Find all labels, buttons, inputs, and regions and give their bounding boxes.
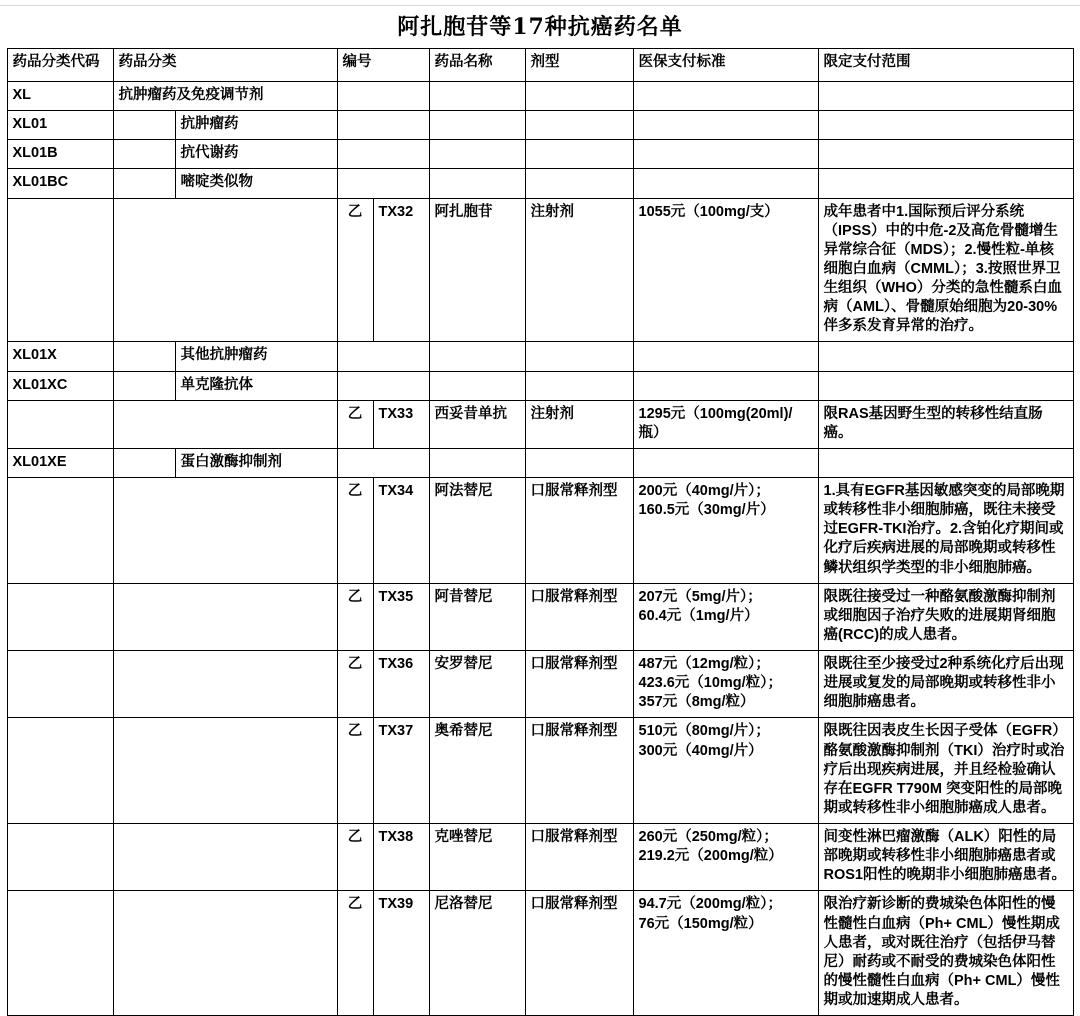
cell-payment-standard: 260元（250mg/粒）； 219.2元（200mg/粒） bbox=[633, 824, 818, 891]
cell-payment-scope bbox=[818, 448, 1073, 477]
header-number: 编号 bbox=[337, 49, 429, 82]
cell-drug-name bbox=[429, 448, 525, 477]
table-row-drug bbox=[7, 718, 1073, 824]
table-row-category bbox=[7, 169, 1073, 198]
table-row-drug bbox=[7, 891, 1073, 1016]
cell-classification: 单克隆抗体 bbox=[175, 371, 337, 400]
cell-number: TX36 bbox=[373, 651, 429, 718]
cell-drug-name: 西妥昔单抗 bbox=[429, 400, 525, 448]
cell-number bbox=[337, 111, 429, 140]
cell-payment-scope bbox=[818, 140, 1073, 169]
cell-classification: 抗代谢药 bbox=[175, 140, 337, 169]
cell-number: TX39 bbox=[373, 891, 429, 1016]
cell-dosage-form bbox=[525, 169, 633, 198]
cell-payment-scope bbox=[818, 169, 1073, 198]
cell-payment-scope bbox=[818, 342, 1073, 371]
cell-spacer bbox=[113, 371, 175, 400]
cell-spacer bbox=[113, 140, 175, 169]
header-drug-name: 药品名称 bbox=[429, 49, 525, 82]
cell-dosage-form bbox=[525, 82, 633, 111]
cell-dosage-form: 口服常释剂型 bbox=[525, 583, 633, 650]
cell-code: XL01X bbox=[7, 342, 113, 371]
cell-grade: 乙 bbox=[337, 198, 373, 342]
cell-dosage-form bbox=[525, 111, 633, 140]
cell-payment-standard: 1055元（100mg/支） bbox=[633, 198, 818, 342]
cell-dosage-form bbox=[525, 342, 633, 371]
cell-payment-standard bbox=[633, 169, 818, 198]
header-code: 药品分类代码 bbox=[7, 49, 113, 82]
cell-number bbox=[337, 82, 429, 111]
header-payment-scope: 限定支付范围 bbox=[818, 49, 1073, 82]
cell-code bbox=[7, 583, 113, 650]
cell-classification bbox=[113, 583, 337, 650]
cell-classification bbox=[113, 718, 337, 824]
table-row-drug bbox=[7, 651, 1073, 718]
cell-payment-scope: 限既往至少接受过2种系统化疗后出现进展或复发的局部晚期或转移性非小细胞肺癌患者。 bbox=[818, 651, 1073, 718]
cell-code: XL01 bbox=[7, 111, 113, 140]
cell-code bbox=[7, 198, 113, 342]
cell-drug-name: 安罗替尼 bbox=[429, 651, 525, 718]
cell-payment-standard: 207元（5mg/片）； 60.4元（1mg/片） bbox=[633, 583, 818, 650]
cell-classification: 蛋白激酶抑制剂 bbox=[175, 448, 337, 477]
cell-classification bbox=[113, 651, 337, 718]
cell-code: XL01XE bbox=[7, 448, 113, 477]
cell-dosage-form: 口服常释剂型 bbox=[525, 651, 633, 718]
cell-drug-name: 阿扎胞苷 bbox=[429, 198, 525, 342]
cell-dosage-form: 注射剂 bbox=[525, 400, 633, 448]
table-row-category bbox=[7, 140, 1073, 169]
cell-payment-standard: 1295元（100mg(20ml)/瓶） bbox=[633, 400, 818, 448]
cell-payment-scope: 限既往接受过一种酪氨酸激酶抑制剂或细胞因子治疗失败的进展期肾细胞癌(RCC)的成人患者。 bbox=[818, 583, 1073, 650]
cell-drug-name bbox=[429, 82, 525, 111]
table-row-category bbox=[7, 82, 1073, 111]
cell-drug-name bbox=[429, 111, 525, 140]
cell-classification bbox=[113, 400, 337, 448]
table-row-drug bbox=[7, 583, 1073, 650]
table-row-category bbox=[7, 448, 1073, 477]
cell-classification: 抗肿瘤药 bbox=[175, 111, 337, 140]
cell-payment-standard: 510元（80mg/片）； 300元（40mg/片） bbox=[633, 718, 818, 824]
cell-grade: 乙 bbox=[337, 478, 373, 584]
cell-payment-scope: 限治疗新诊断的费城染色体阳性的慢性髓性白血病（Ph+ CML）慢性期成人患者，或对既往治疗（包括伊马替尼）耐药或不耐受的费城染色体阳性的慢性髓性白血病（Ph+ CML）慢性期或加速期成人患者。 bbox=[818, 891, 1073, 1016]
cell-classification: 其他抗肿瘤药 bbox=[175, 342, 337, 371]
cell-number bbox=[337, 342, 429, 371]
cell-spacer bbox=[113, 342, 175, 371]
cell-dosage-form: 口服常释剂型 bbox=[525, 718, 633, 824]
cell-code: XL01B bbox=[7, 140, 113, 169]
table-row-drug bbox=[7, 198, 1073, 342]
cell-dosage-form: 口服常释剂型 bbox=[525, 891, 633, 1016]
cell-number bbox=[337, 140, 429, 169]
cell-drug-name: 奥希替尼 bbox=[429, 718, 525, 824]
cell-dosage-form bbox=[525, 448, 633, 477]
cell-payment-standard: 200元（40mg/片）； 160.5元（30mg/片） bbox=[633, 478, 818, 584]
cell-number: TX38 bbox=[373, 824, 429, 891]
cell-number: TX34 bbox=[373, 478, 429, 584]
cell-payment-scope bbox=[818, 371, 1073, 400]
cell-dosage-form bbox=[525, 371, 633, 400]
cell-number bbox=[337, 371, 429, 400]
cell-classification bbox=[113, 198, 337, 342]
cell-grade: 乙 bbox=[337, 583, 373, 650]
cell-grade: 乙 bbox=[337, 824, 373, 891]
cell-drug-name bbox=[429, 371, 525, 400]
cell-payment-standard: 487元（12mg/粒）； 423.6元（10mg/粒）； 357元（8mg/粒） bbox=[633, 651, 818, 718]
cell-code bbox=[7, 651, 113, 718]
cell-grade: 乙 bbox=[337, 651, 373, 718]
cell-dosage-form: 口服常释剂型 bbox=[525, 478, 633, 584]
cell-dosage-form: 口服常释剂型 bbox=[525, 824, 633, 891]
cell-drug-name: 克唑替尼 bbox=[429, 824, 525, 891]
cell-number: TX32 bbox=[373, 198, 429, 342]
cell-classification: 抗肿瘤药及免疫调节剂 bbox=[113, 82, 337, 111]
cell-code bbox=[7, 400, 113, 448]
cell-grade: 乙 bbox=[337, 891, 373, 1016]
cell-payment-scope: 成年患者中1.国际预后评分系统（IPSS）中的中危-2及高危骨髓增生异常综合征（MDS）；2.慢性粒-单核细胞白血病（CMML）；3.按照世界卫生组织（WHO）分类的急性髓系白血病（AML）、骨髓原始细胞为20-30%伴多系发育异常的治疗。 bbox=[818, 198, 1073, 342]
cell-drug-name bbox=[429, 342, 525, 371]
cell-number: TX33 bbox=[373, 400, 429, 448]
table-row-category bbox=[7, 342, 1073, 371]
cell-payment-scope bbox=[818, 82, 1073, 111]
table-row-category bbox=[7, 111, 1073, 140]
cell-code bbox=[7, 891, 113, 1016]
cell-drug-name: 阿法替尼 bbox=[429, 478, 525, 584]
table-row-drug bbox=[7, 478, 1073, 584]
table-row-category bbox=[7, 371, 1073, 400]
cell-payment-standard bbox=[633, 82, 818, 111]
drug-list-table bbox=[7, 48, 1074, 1016]
cell-code bbox=[7, 478, 113, 584]
cell-drug-name bbox=[429, 169, 525, 198]
table-body bbox=[7, 82, 1073, 1016]
cell-payment-standard bbox=[633, 140, 818, 169]
cell-grade: 乙 bbox=[337, 718, 373, 824]
cell-code: XL bbox=[7, 82, 113, 111]
header-payment-standard: 医保支付标准 bbox=[633, 49, 818, 82]
table-row-drug bbox=[7, 824, 1073, 891]
cell-classification: 嘧啶类似物 bbox=[175, 169, 337, 198]
cell-number: TX35 bbox=[373, 583, 429, 650]
page-title: 阿扎胞苷等17种抗癌药名单 bbox=[397, 14, 683, 40]
cell-drug-name: 尼洛替尼 bbox=[429, 891, 525, 1016]
cell-payment-scope: 限RAS基因野生型的转移性结直肠癌。 bbox=[818, 400, 1073, 448]
cell-grade: 乙 bbox=[337, 400, 373, 448]
cell-payment-standard bbox=[633, 448, 818, 477]
cell-payment-scope: 间变性淋巴瘤激酶（ALK）阳性的局部晚期或转移性非小细胞肺癌患者或 ROS1阳性的晚期非小细胞肺癌患者。 bbox=[818, 824, 1073, 891]
cell-number bbox=[337, 169, 429, 198]
cell-payment-standard bbox=[633, 371, 818, 400]
cell-code: XL01BC bbox=[7, 169, 113, 198]
cell-payment-scope: 1.具有EGFR基因敏感突变的局部晚期或转移性非小细胞肺癌，既往未接受过EGFR-TKI治疗。2.含铂化疗期间或化疗后疾病进展的局部晚期或转移性鳞状组织学类型的非小细胞肺癌。 bbox=[818, 478, 1073, 584]
cell-spacer bbox=[113, 448, 175, 477]
cell-payment-standard: 94.7元（200mg/粒）； 76元（150mg/粒） bbox=[633, 891, 818, 1016]
cell-payment-standard bbox=[633, 342, 818, 371]
header-classification: 药品分类 bbox=[113, 49, 337, 82]
table-row-drug bbox=[7, 400, 1073, 448]
cell-payment-scope: 限既往因表皮生长因子受体（EGFR）酪氨酸激酶抑制剂（TKI）治疗时或治疗后出现疾病进展，并且经检验确认存在EGFR T790M 突变阳性的局部晚期或转移性非小细胞肺癌成人患者。 bbox=[818, 718, 1073, 824]
cell-classification bbox=[113, 891, 337, 1016]
cell-drug-name bbox=[429, 140, 525, 169]
cell-drug-name: 阿昔替尼 bbox=[429, 583, 525, 650]
cell-payment-scope bbox=[818, 111, 1073, 140]
cell-spacer bbox=[113, 169, 175, 198]
cell-number bbox=[337, 448, 429, 477]
table-header-row bbox=[7, 49, 1073, 82]
cell-spacer bbox=[113, 111, 175, 140]
cell-dosage-form bbox=[525, 140, 633, 169]
cell-classification bbox=[113, 824, 337, 891]
header-dosage-form: 剂型 bbox=[525, 49, 633, 82]
cell-number: TX37 bbox=[373, 718, 429, 824]
cell-payment-standard bbox=[633, 111, 818, 140]
cell-classification bbox=[113, 478, 337, 584]
cell-dosage-form: 注射剂 bbox=[525, 198, 633, 342]
cell-code bbox=[7, 718, 113, 824]
cell-code: XL01XC bbox=[7, 371, 113, 400]
cell-code bbox=[7, 824, 113, 891]
